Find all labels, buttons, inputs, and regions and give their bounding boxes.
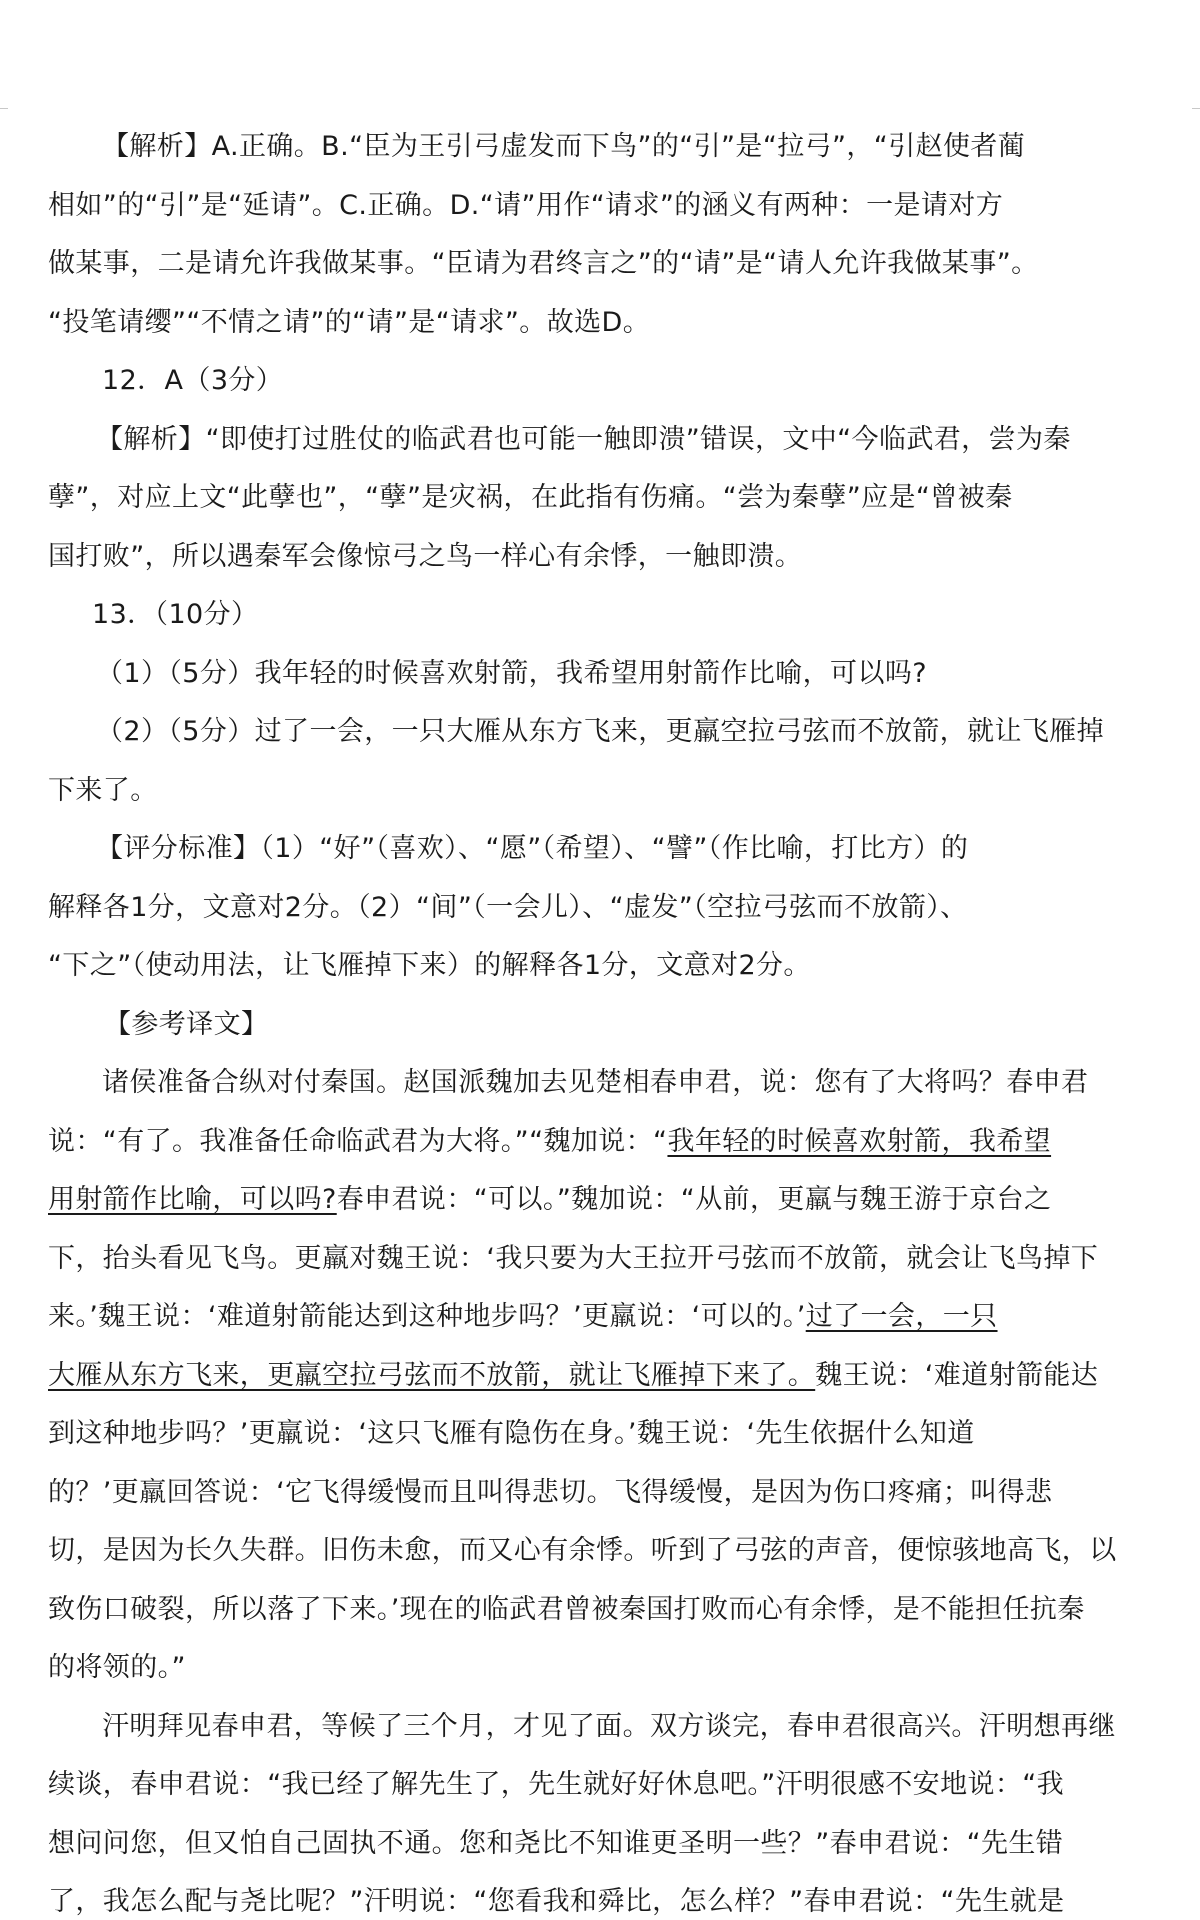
analysis-12-line-1: 【解析】“即使打过胜仗的临武君也可能一触即溃”错误，文中“今临武君，尝为秦	[96, 423, 1071, 455]
underlined-answer-text: 大雁从东方飞来，更羸空拉弓弦而不放箭，就让飞雁掉下来了。	[48, 1359, 816, 1391]
translation-p2-line-2: 续谈，春申君说：“我已经了解先生了，先生就好好休息吧。”汗明很感不安地说：“我	[48, 1769, 1065, 1800]
scoring-standard-line-1: 【评分标准】（1）“好”（喜欢）、“愿”（希望）、“譬”（作比喻，打比方）的	[96, 833, 969, 864]
translation-p1-line-11: 的将领的。”	[48, 1652, 186, 1683]
translation-p1-line-10: 致伤口破裂，所以落了下来。’现在的临武君曾被秦国打败而心有余悸，是不能担任抗秦	[48, 1593, 1085, 1625]
translation-p1-line-6: 大雁从东方飞来，更羸空拉弓弦而不放箭，就让飞雁掉下来了。魏王说：‘难道射箭能达	[48, 1359, 1099, 1391]
answer-12-heading: 12．A（3分）	[102, 365, 284, 396]
underlined-answer-text: 过了一会，一只	[805, 1301, 998, 1332]
page-edge-mark-right	[1192, 108, 1200, 109]
translation-p1-line-3: 用射箭作比喻，可以吗?春申君说：“可以。”魏加说：“从前，更羸与魏王游于京台之	[48, 1184, 1052, 1215]
translation-p1-line-7: 到这种地步吗？’更羸说：‘这只飞雁有隐伤在身。’魏王说：‘先生依据什么知道	[48, 1418, 975, 1449]
analysis-11-line-2: 相如”的“引”是“延请”。C.正确。D.“请”用作“请求”的涵义有两种：一是请对方	[48, 189, 1004, 221]
analysis-11-line-4: “投笔请缨”“不情之请”的“请”是“请求”。故选D。	[48, 306, 651, 338]
document-page	[48, 118, 1152, 1920]
translation-p1-line-4: 下，抬头看见飞鸟。更羸对魏王说：‘我只要为大王拉开弓弦而不放箭，就会让飞鸟掉下	[48, 1242, 1099, 1274]
reference-translation-heading: 【参考译文】	[104, 1008, 269, 1040]
translation-p2-line-1: 汗明拜见春申君，等候了三个月，才见了面。双方谈完，春申君很高兴。汗明想再继	[102, 1710, 1116, 1742]
analysis-11-line-3: 做某事，二是请允许我做某事。“臣请为君终言之”的“请”是“请人允许我做某事”。	[48, 248, 1039, 279]
scoring-standard-line-3: “下之”（使动用法，让飞雁掉下来）的解释各1分，文意对2分。	[48, 950, 811, 981]
analysis-12-line-3: 国打败”，所以遇秦军会像惊弓之鸟一样心有余悸，一触即溃。	[48, 540, 803, 572]
answer-13-part-2-line-2: 下来了。	[48, 774, 158, 806]
scoring-standard-line-2: 解释各1分，文意对2分。（2）“间”（一会儿）、“虚发”（空拉弓弦而不放箭）、	[48, 891, 968, 923]
analysis-12-line-2: 孽”，对应上文“此孽也”，“孽”是灾祸，在此指有伤痛。“尝为秦孽”应是“曾被秦	[48, 482, 1013, 513]
answer-13-part-1: （1）（5分）我年轻的时候喜欢射箭，我希望用射箭作比喻，可以吗?	[96, 657, 927, 689]
translation-p1-line-8: 的？’更羸回答说：‘它飞得缓慢而且叫得悲切。飞得缓慢，是因为伤口疼痛；叫得悲	[48, 1476, 1053, 1508]
translation-p1-line-9: 切，是因为长久失群。旧伤未愈，而又心有余悸。听到了弓弦的声音，便惊骇地高飞，以	[48, 1535, 1117, 1566]
analysis-11-line-1: 【解析】A.正确。B.“臣为王引弓虚发而下鸟”的“引”是“拉弓”，“引赵使者蔺	[102, 131, 1026, 162]
underlined-answer-text: 我年轻的时候喜欢射箭，我希望	[667, 1125, 1052, 1157]
answer-13-part-2-line-1: （2）（5分）过了一会，一只大雁从东方飞来，更羸空拉弓弦而不放箭，就让飞雁掉	[96, 716, 1105, 747]
answer-13-heading: 13．（10分）	[92, 599, 259, 630]
page-edge-mark-left	[0, 108, 8, 109]
translation-p1-line-2: 说：“有了。我准备任命临武君为大将。”“魏加说：“我年轻的时候喜欢射箭，我希望	[48, 1125, 1052, 1157]
translation-p2-line-3: 想问问您，但又怕自己固执不通。您和尧比不知谁更圣明一些？”春申君说：“先生错	[48, 1827, 1064, 1859]
translation-p1-line-5: 来。’魏王说：‘难道射箭能达到这种地步吗？’更羸说：‘可以的。’过了一会，一只	[48, 1301, 998, 1332]
underlined-answer-text: 用射箭作比喻，可以吗?	[48, 1184, 337, 1215]
translation-p1-line-1: 诸侯准备合纵对付秦国。赵国派魏加去见楚相春申君，说：您有了大将吗？春申君	[102, 1067, 1089, 1098]
translation-p2-line-4: 了，我怎么配与尧比呢？”汗明说：“您看我和舜比，怎么样？”春申君说：“先生就是	[48, 1886, 1065, 1917]
